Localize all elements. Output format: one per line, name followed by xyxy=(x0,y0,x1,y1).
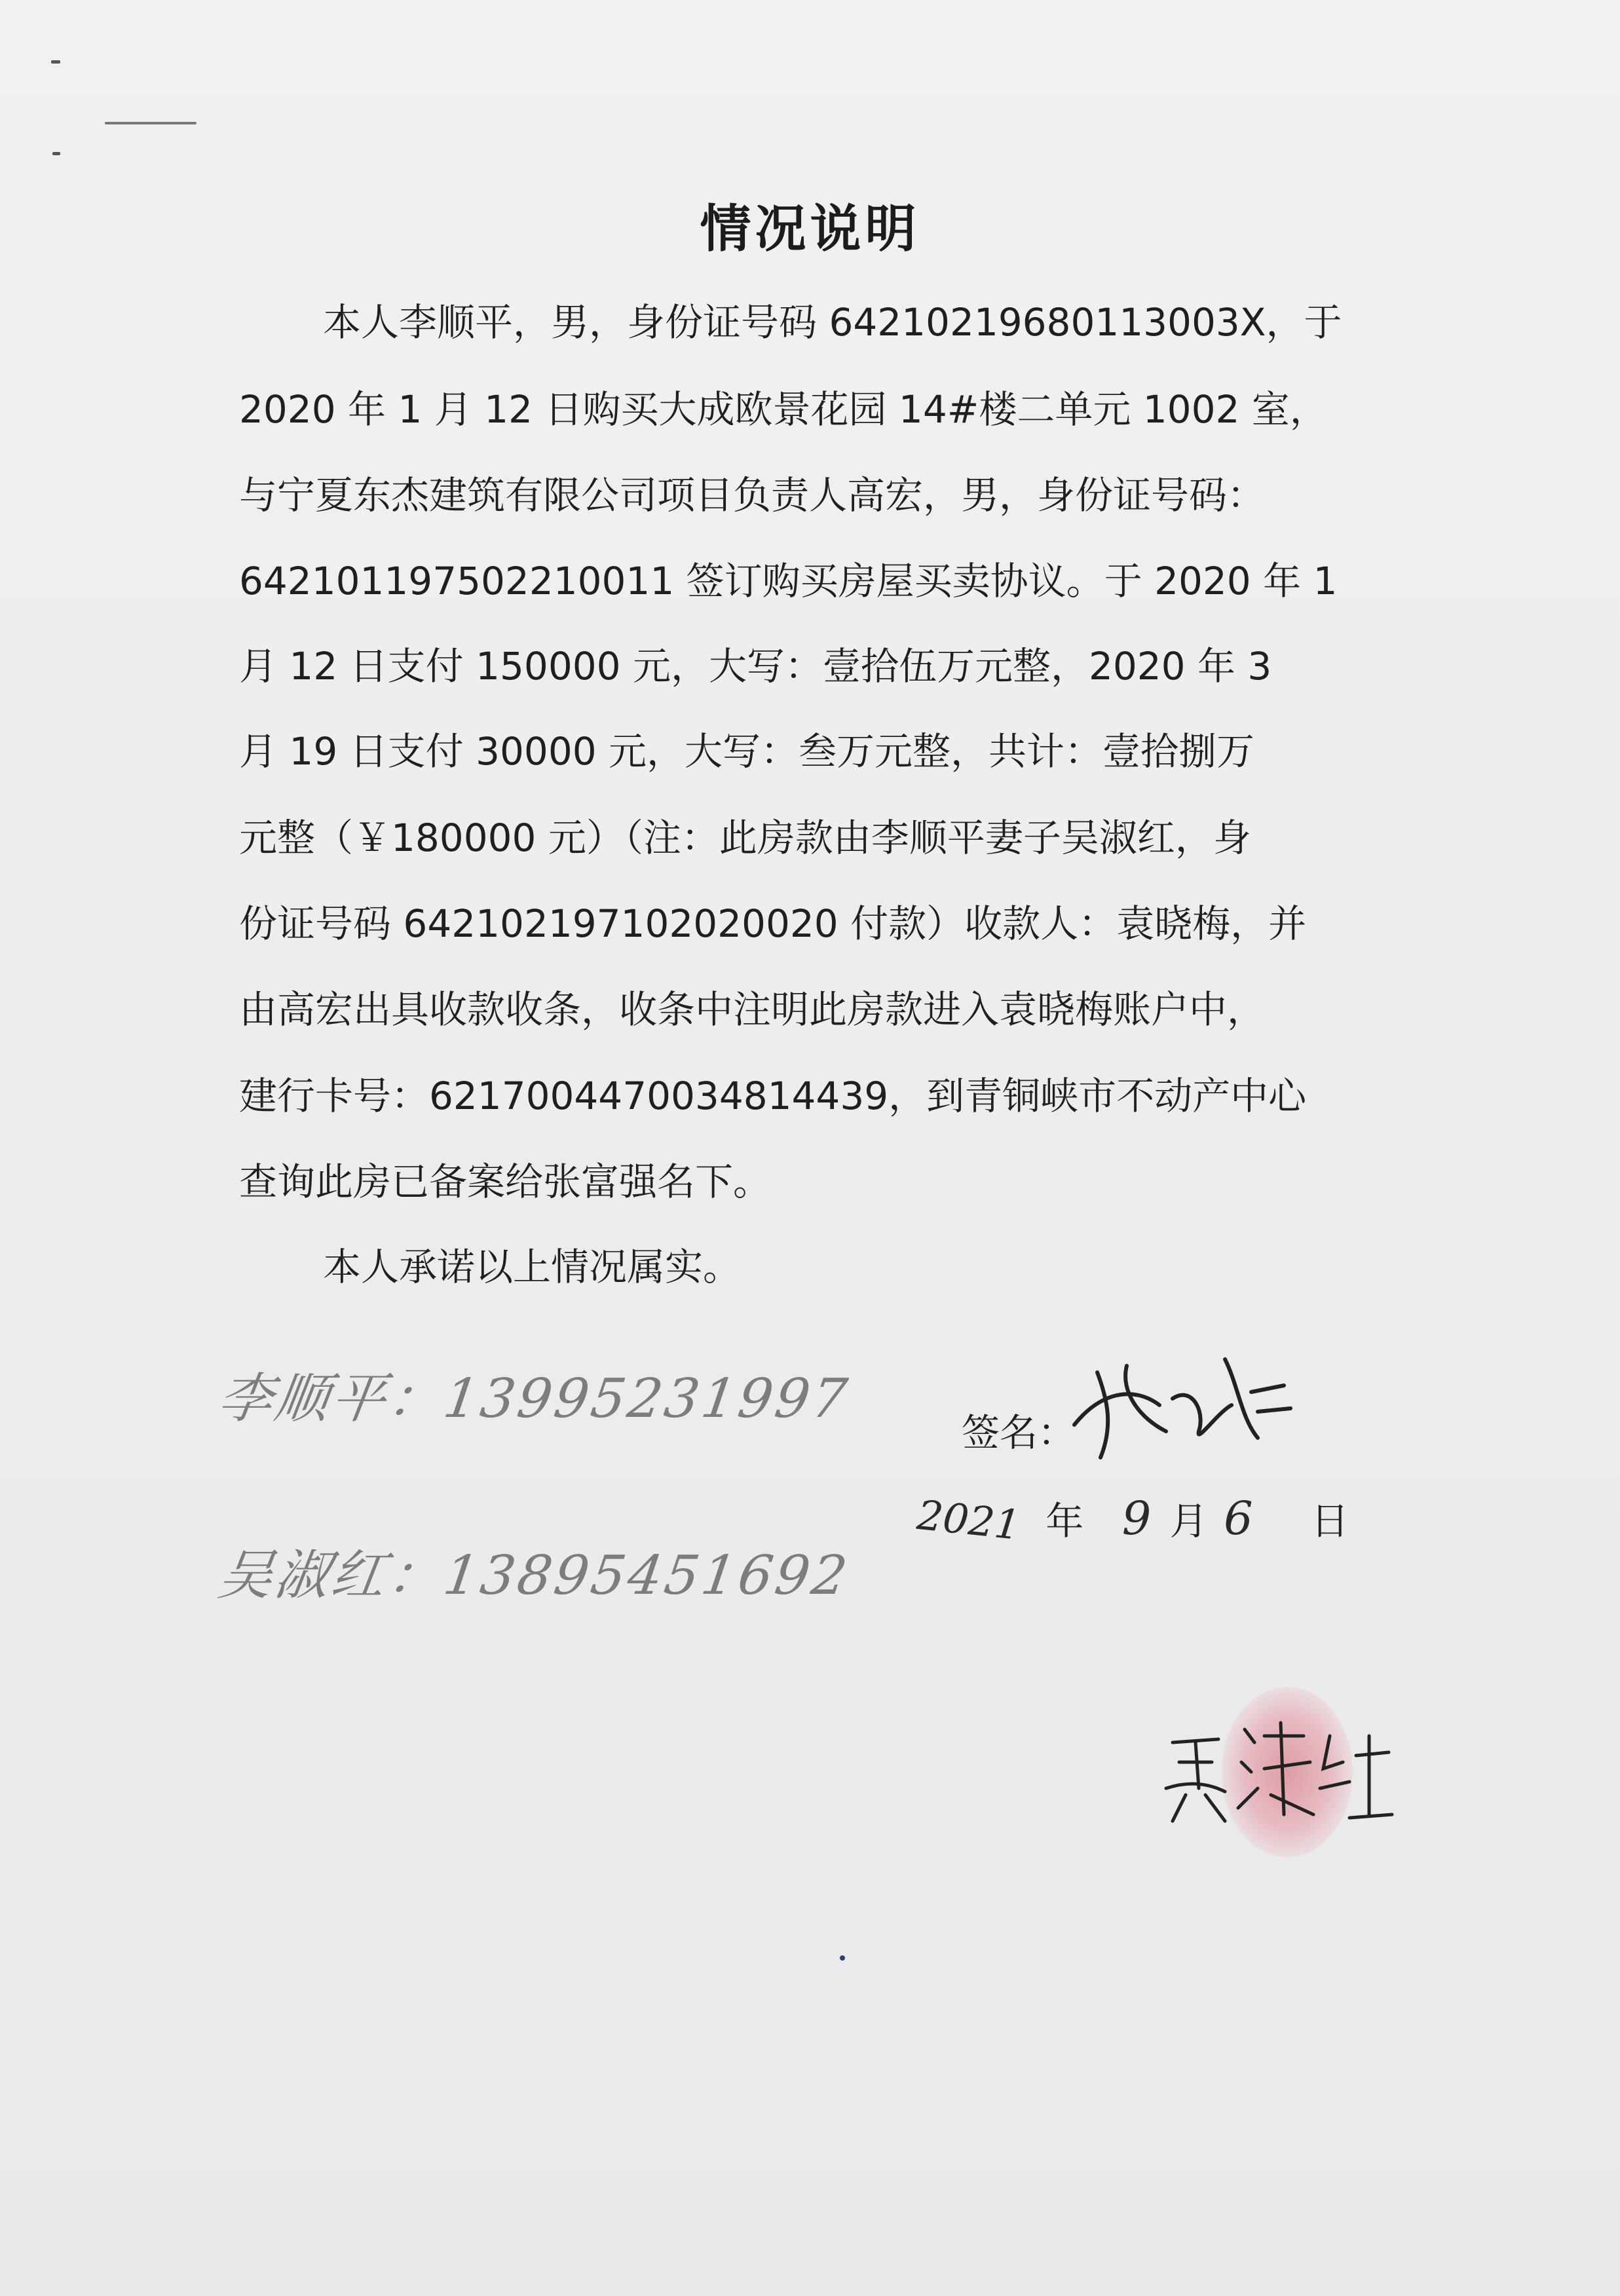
paper-mark xyxy=(105,122,197,124)
handwritten-note-wu: 吴淑红：13895451692 xyxy=(214,1545,854,1607)
date-month: 9 xyxy=(1121,1492,1152,1545)
paper-mark xyxy=(840,1955,845,1961)
date-year: 2021 xyxy=(914,1490,1023,1550)
body-line-11: 查询此房已备案给张富强名下。 xyxy=(239,1159,772,1204)
body-line-7: 元整（￥180000 元）（注：此房款由李顺平妻子吴淑红，身 xyxy=(239,816,1251,860)
date-year-unit: 年 xyxy=(1045,1499,1084,1543)
paper-mark xyxy=(51,60,60,64)
paper-mark xyxy=(52,152,60,155)
document-title: 情况说明 xyxy=(700,200,920,259)
handwritten-note-li: 李顺平：13995231997 xyxy=(214,1368,854,1430)
date-day: 6 xyxy=(1224,1492,1253,1545)
date-month-unit: 月 xyxy=(1169,1499,1208,1543)
signature-li-shunping xyxy=(1061,1346,1297,1464)
sign-label: 签名： xyxy=(962,1410,1076,1455)
body-line-8: 份证号码 642102197102020020 付款）收款人：袁晓梅，并 xyxy=(239,901,1307,946)
date-line xyxy=(914,1490,1349,1550)
body-line-2: 2020 年 1 月 12 日购买大成欧景花园 14#楼二单元 1002 室， xyxy=(239,387,1328,432)
body-line-9: 由高宏出具收款收条，收条中注明此房款进入袁晓梅账户中， xyxy=(239,987,1266,1032)
body-line-4: 642101197502210011 签订购买房屋买卖协议。于 2020 年 1 xyxy=(239,559,1338,603)
body-line-5: 月 12 日支付 150000 元，大写：壹拾伍万元整，2020 年 3 xyxy=(239,644,1272,688)
body-line-1: 本人李顺平，男，身份证号码 6421021968011300​3X，于 xyxy=(323,300,1342,345)
body-line-10: 建行卡号：6217004470034814439，到青铜峡市不动产中心 xyxy=(239,1074,1307,1118)
body-line-3: 与宁夏东杰建筑有限公司项目负责人高宏，男，身份证号码： xyxy=(239,473,1266,518)
date-day-unit: 日 xyxy=(1311,1499,1349,1543)
signature-wu-shuhong xyxy=(1159,1716,1395,1828)
pledge-line: 本人承诺以上情况属实。 xyxy=(323,1245,742,1289)
body-line-6: 月 19 日支付 30000 元，大写：叁万元整，共计：壹拾捌万 xyxy=(239,729,1255,774)
